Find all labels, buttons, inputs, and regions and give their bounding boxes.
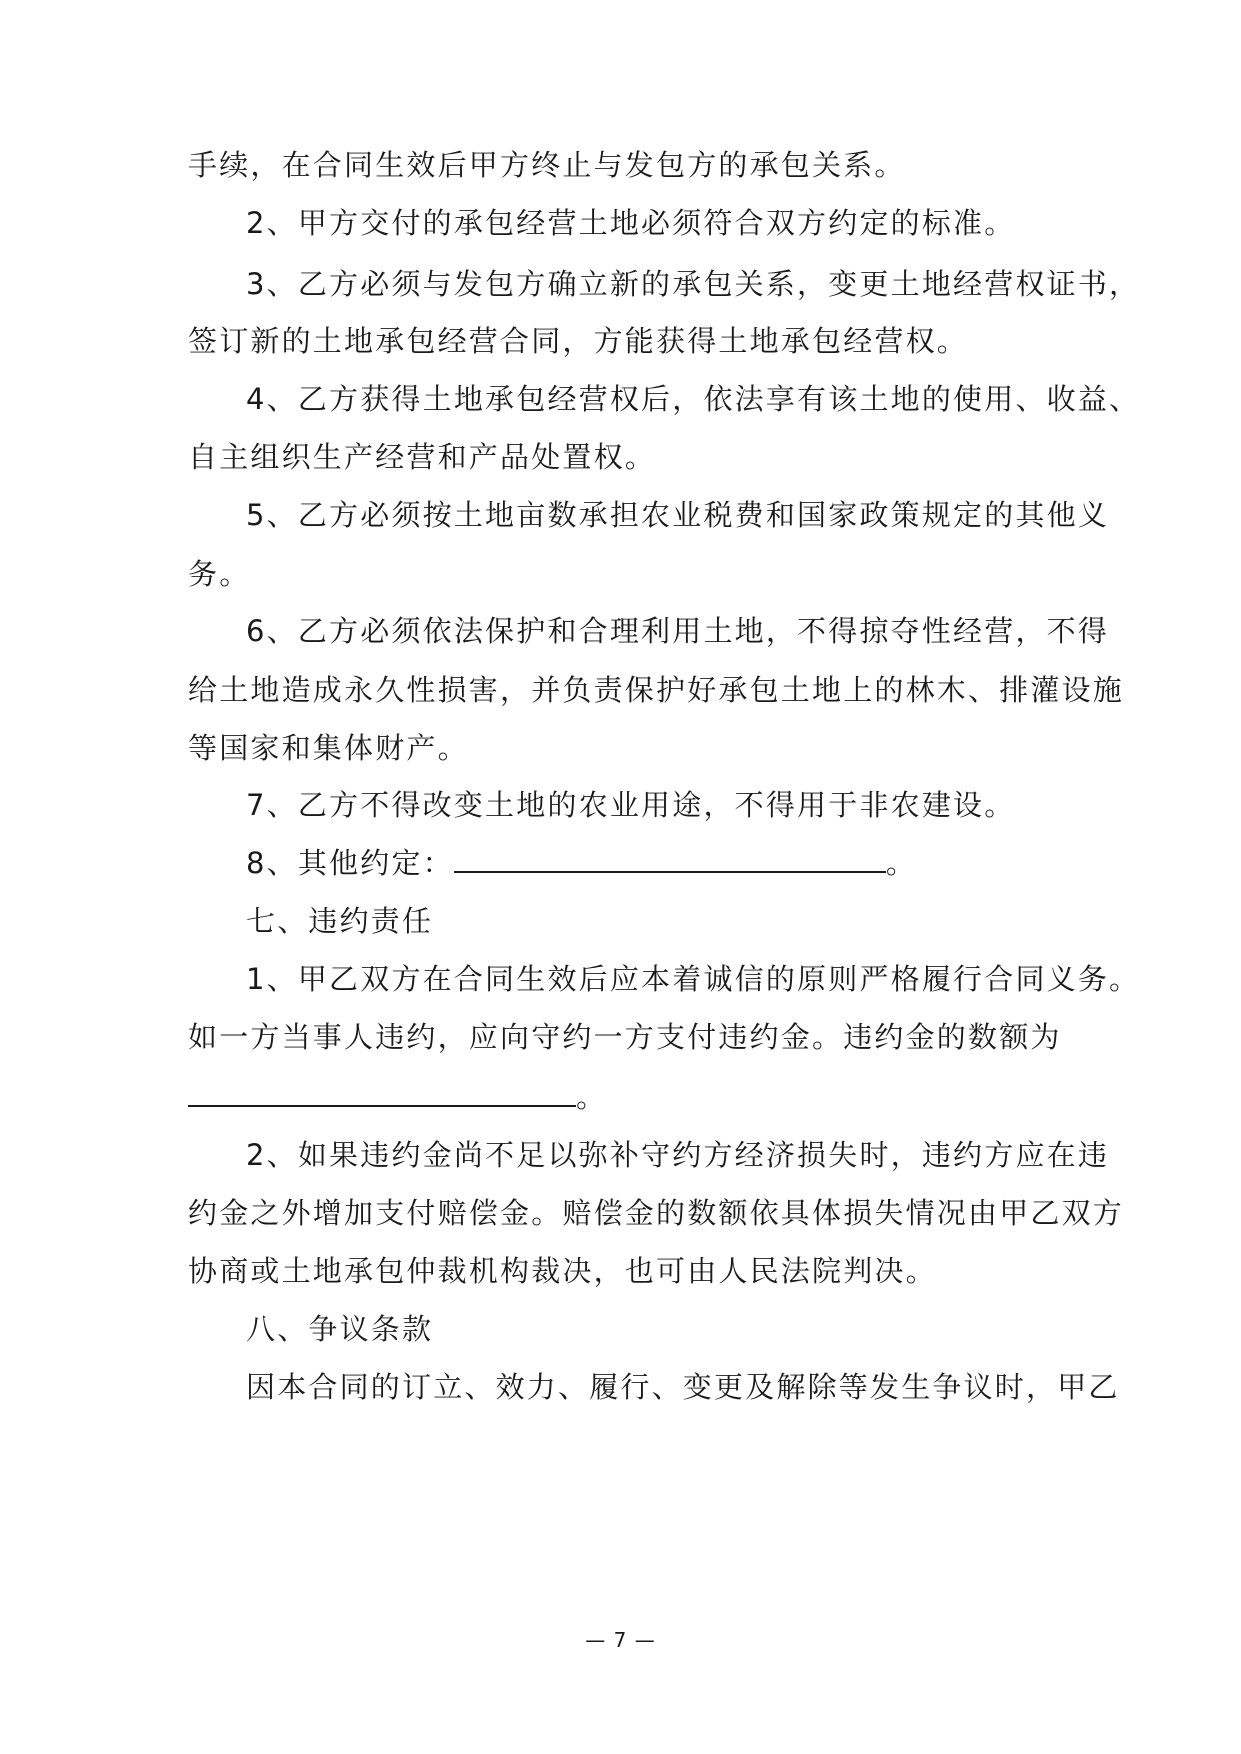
section-heading: 八、争议条款 [246,1312,434,1346]
text-line: 约金之外增加支付赔偿金。赔偿金的数额依具体损失情况由甲乙双方 [188,1196,1125,1230]
fill-in-blank[interactable] [454,843,886,873]
period: 。 [885,846,918,880]
section-heading: 七、违约责任 [246,904,434,938]
text-line: 2、甲方交付的承包经营土地必须符合双方约定的标准。 [246,206,1016,240]
text-line: 1、甲乙双方在合同生效后应本着诚信的原则严格履行合同义务。 [246,962,1141,996]
text-line: 3、乙方必须与发包方确立新的承包关系，变更土地经营权证书， [246,267,1141,301]
text-line: 自主组织生产经营和产品处置权。 [188,440,657,474]
text-line: 如一方当事人违约，应向守约一方支付违约金。违约金的数额为 [188,1020,1062,1054]
text-line: 5、乙方必须按土地亩数承担农业税费和国家政策规定的其他义 [246,498,1110,532]
other-agreement-line [246,843,1068,883]
text-line: 协商或土地承包仲裁机构裁决，也可由人民法院判决。 [188,1254,937,1288]
text-line: 4、乙方获得土地承包经营权后，依法享有该土地的使用、收益、 [246,382,1141,416]
text-line: 签订新的土地承包经营合同，方能获得土地承包经营权。 [188,324,969,358]
penalty-amount-line [188,1077,1068,1117]
text-line: 务。 [188,557,251,591]
text-line: 等国家和集体财产。 [188,731,469,765]
text-line: 给土地造成永久性损害，并负责保护好承包土地上的林木、排灌设施 [188,673,1125,707]
text-line: 因本合同的订立、效力、履行、变更及解除等发生争议时，甲乙 [246,1370,1120,1404]
period: 。 [576,1080,608,1114]
text-line: 6、乙方必须依法保护和合理利用土地，不得掠夺性经营，不得 [246,614,1110,648]
other-agreement-label: 8、其他约定： [246,846,454,880]
text-line: 7、乙方不得改变土地的农业用途，不得用于非农建设。 [246,788,1016,822]
text-line: 手续，在合同生效后甲方终止与发包方的承包关系。 [188,148,906,182]
text-line: 2、如果违约金尚不足以弥补守约方经济损失时，违约方应在违 [246,1138,1110,1172]
fill-in-blank[interactable] [188,1077,576,1107]
page-number: — 7 — [585,1628,656,1652]
